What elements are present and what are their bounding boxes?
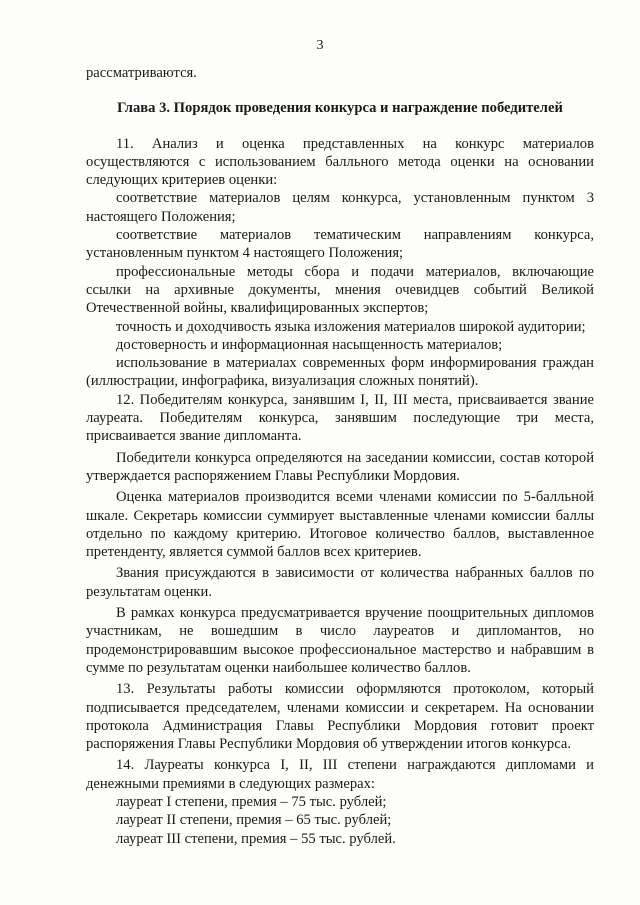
prize-2: лауреат II степени, премия – 65 тыс. рублей;	[116, 812, 392, 829]
prize-3: лауреат III степени, премия – 55 тыс. рублей.	[116, 830, 396, 847]
paragraph-13: 13. Результаты работы комиссии оформляются протоколом, который подписывается председателем, членами комиссии и секретарем. На основании протокола Администрация Главы Республики Мордовия готовит проект распоряжения Главы Республики Мордовия об утверждении итогов конкурса.	[86, 681, 594, 753]
prize-1: лауреат I степени, премия – 75 тыс. рублей;	[116, 793, 387, 810]
paragraph-diplomas: В рамках конкурса предусматривается вручение поощрительных дипломов участникам, не вошедшим в число лауреатов и дипломантов, но продемонстрировавшим высокое профессиональное мастерство и набравшим в сумме по результатам оценки наибольшее количество баллов.	[86, 605, 594, 676]
paragraph-11: 11. Анализ и оценка представленных на конкурс материалов осуществляются с использованием балльного метода оценки на основании следующих критериев оценки:	[86, 135, 594, 189]
criterion-3: профессиональные методы сбора и подачи материалов, включающие ссылки на архивные документы, мнения очевидцев событий Великой Отечественной войны, квалифицированных экспертов;	[86, 263, 594, 317]
criterion-5: достоверность и информационная насыщенность материалов;	[116, 336, 503, 353]
chapter-title: Глава 3. Порядок проведения конкурса и награждение победителей	[117, 100, 563, 117]
document-body	[86, 64, 594, 848]
page-number: 3	[316, 38, 324, 53]
criterion-1: соответствие материалов целям конкурса, установленным пунктом 3 настоящего Положения;	[86, 190, 594, 225]
paragraph-evaluation: Оценка материалов производится всеми членами комиссии по 5-балльной шкале. Секретарь комиссии суммирует выставленные членами комиссии баллы отдельно по каждому критерию. Итоговое количество баллов, выставленное претенденту, является суммой баллов всех критериев.	[86, 489, 594, 561]
criterion-4: точность и доходчивость языка изложения материалов широкой аудитории;	[116, 318, 586, 335]
criterion-2: соответствие материалов тематическим направлениям конкурса, установленным пунктом 4 настоящего Положения;	[86, 227, 594, 262]
lead-line: рассматриваются.	[86, 65, 197, 81]
paragraph-titles: Звания присуждаются в зависимости от количества набранных баллов по результатам оценки.	[86, 565, 594, 600]
paragraph-14: 14. Лауреаты конкурса I, II, III степени награждаются дипломами и денежными премиями в следующих размерах:	[86, 757, 594, 792]
criterion-6: использование в материалах современных форм информирования граждан (иллюстрации, инфографика, визуализация сложных понятий).	[86, 355, 594, 390]
paragraph-12: 12. Победителям конкурса, занявшим I, II, III места, присваивается звание лауреата. Победителям конкурса, занявшим последующие три места, присваивается звание дипломанта.	[86, 391, 594, 445]
paragraph-winners: Победители конкурса определяются на заседании комиссии, состав которой утверждается распоряжением Главы Республики Мордовия.	[86, 449, 594, 484]
